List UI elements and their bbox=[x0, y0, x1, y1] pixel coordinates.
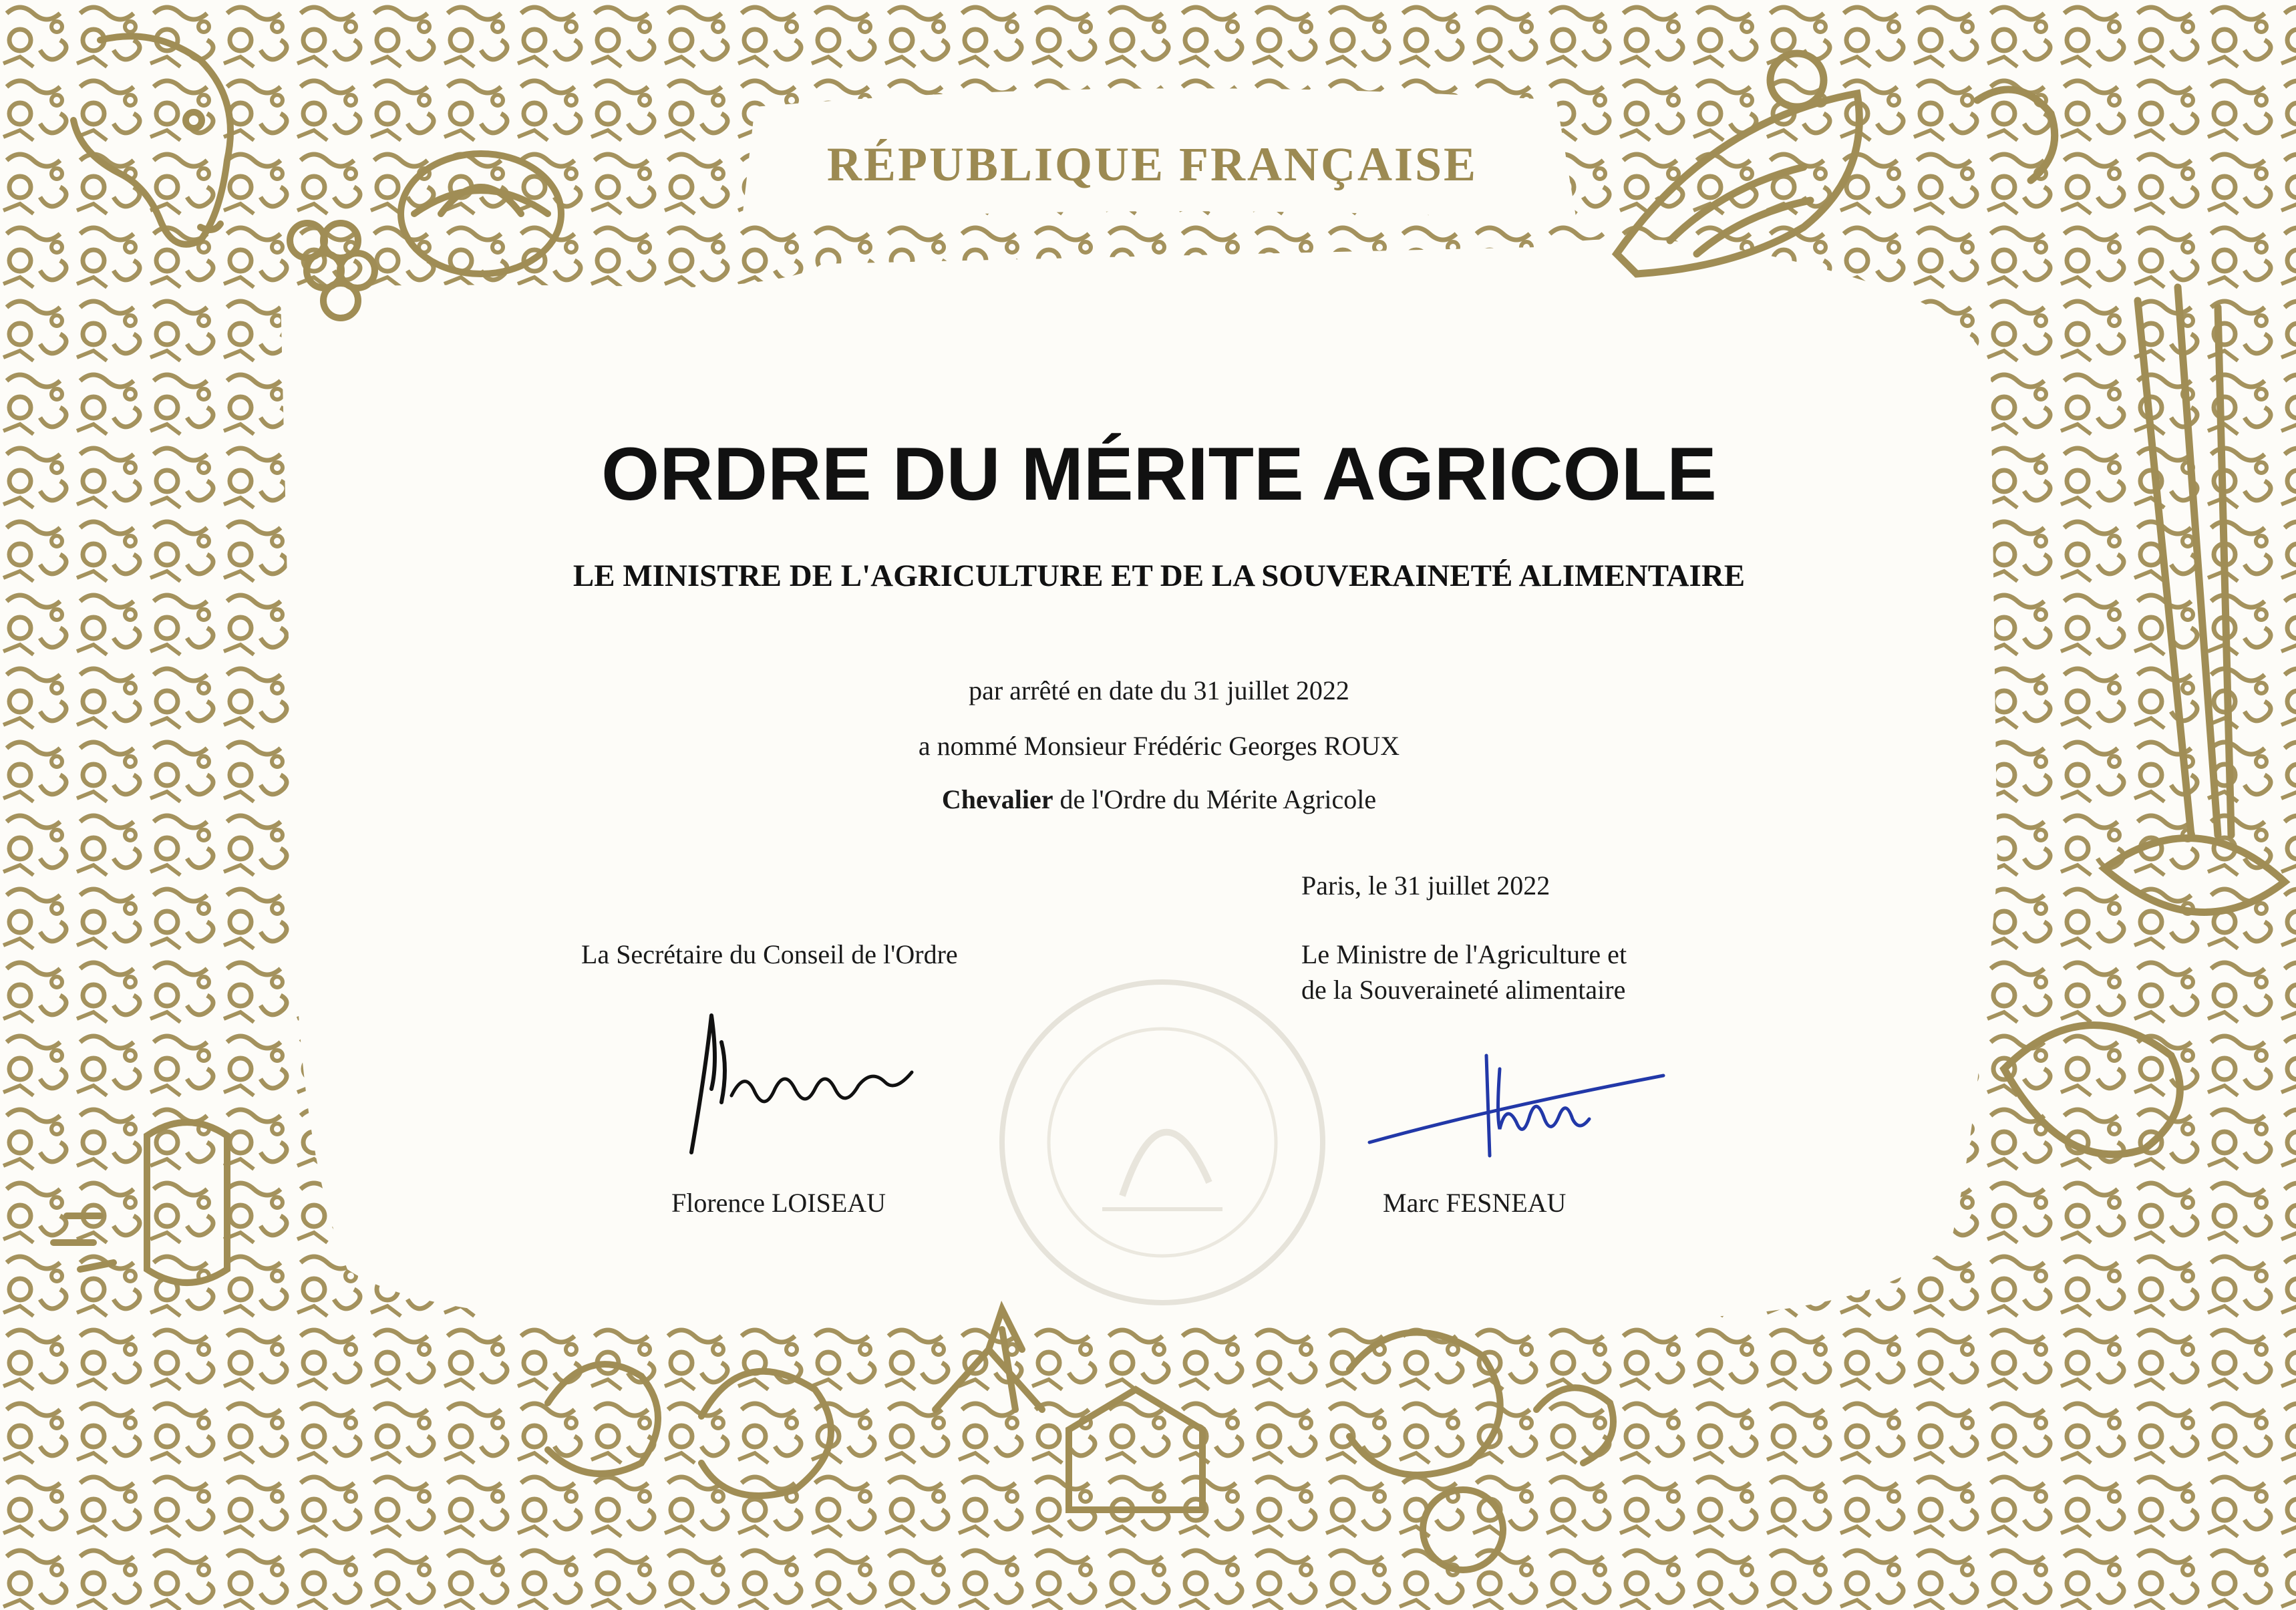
republic-header: RÉPUBLIQUE FRANÇAISE bbox=[826, 138, 1478, 191]
right-signature-icon bbox=[1356, 1042, 1677, 1162]
seal-icon bbox=[989, 969, 1336, 1316]
right-signatory-role-line2: de la Souveraineté alimentaire bbox=[1301, 975, 1626, 1005]
certificate-subtitle: LE MINISTRE DE L'AGRICULTURE ET DE LA SOUVERAINETÉ ALIMENTAIRE bbox=[572, 558, 1746, 593]
rank-line bbox=[691, 784, 1627, 815]
right-signatory-name: Marc FESNEAU bbox=[1383, 1188, 1567, 1218]
right-signatory-role-line1: Le Ministre de l'Agriculture et bbox=[1301, 939, 1627, 969]
certificate-title: ORDRE DU MÉRITE AGRICOLE bbox=[601, 432, 1717, 516]
left-signatory-name: Florence LOISEAU bbox=[671, 1188, 886, 1218]
appointment-line: a nommé Monsieur Frédéric Georges ROUX bbox=[918, 731, 1400, 761]
left-signature-icon bbox=[681, 1002, 935, 1162]
place-date: Paris, le 31 juillet 2022 bbox=[1301, 870, 1550, 901]
rank-order: de l'Ordre du Mérite Agricole bbox=[1053, 784, 1377, 814]
decree-date-line: par arrêté en date du 31 juillet 2022 bbox=[969, 675, 1349, 705]
left-signatory-role: La Secrétaire du Conseil de l'Ordre bbox=[581, 939, 958, 969]
rank-title: Chevalier bbox=[941, 784, 1053, 814]
